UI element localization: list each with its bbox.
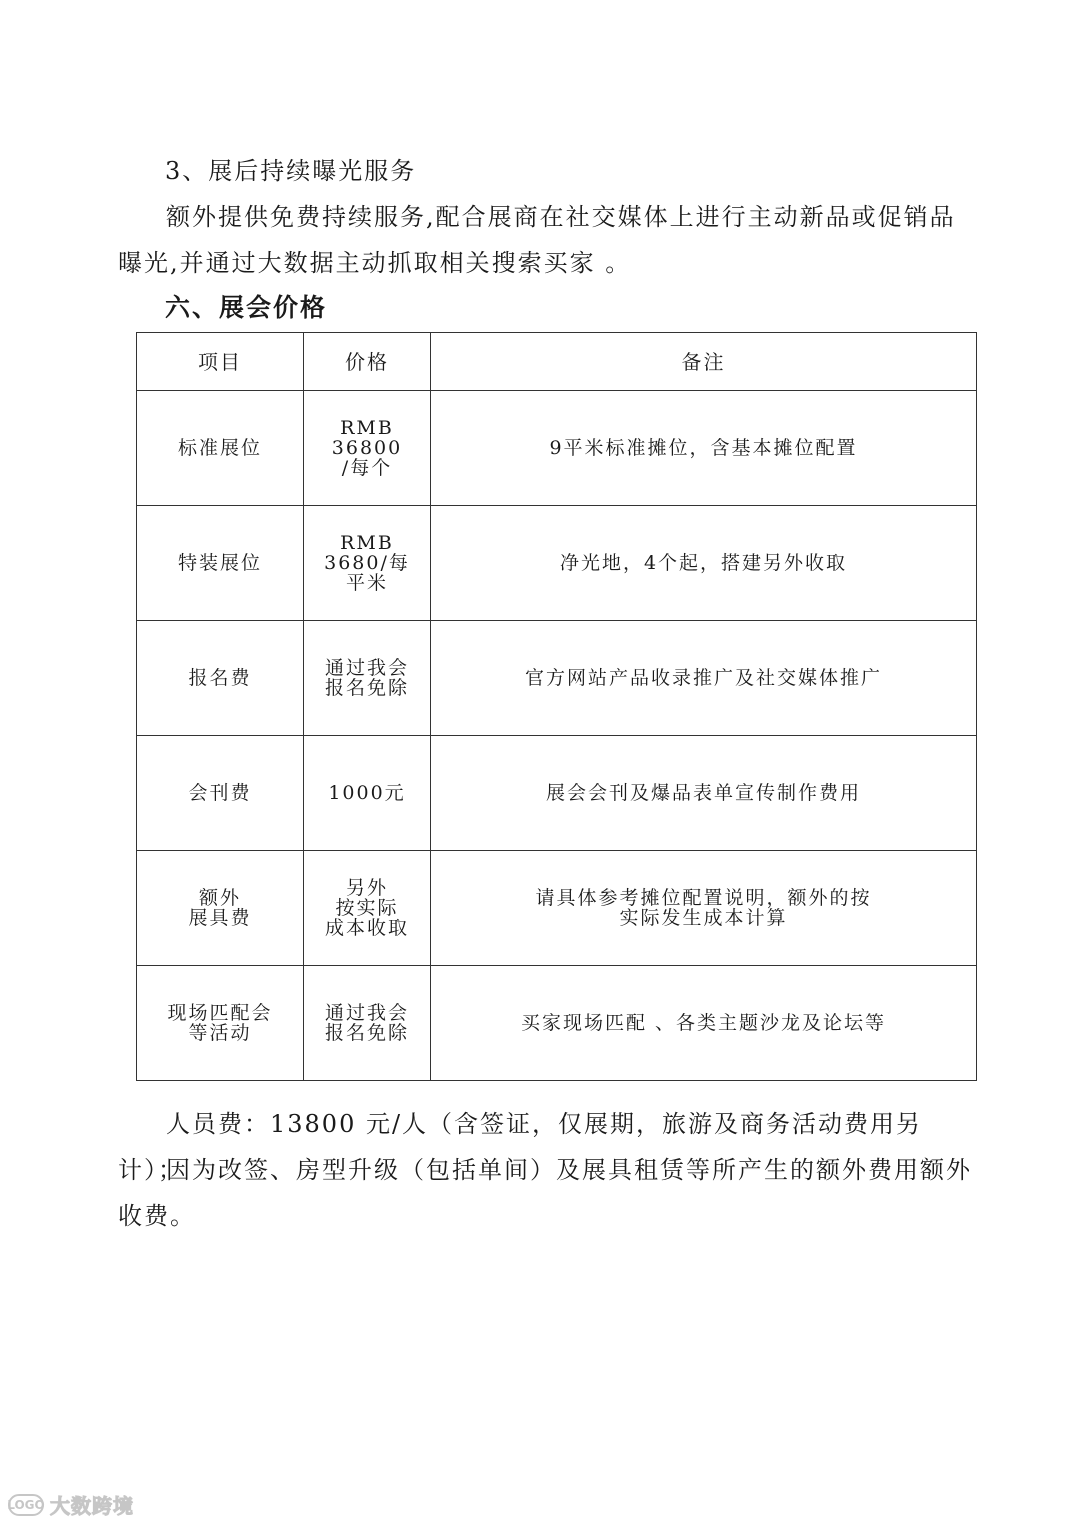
cell-item: 现场匹配会 等活动 bbox=[137, 966, 304, 1081]
section-heading: 六、展会价格 bbox=[165, 293, 328, 322]
header-note: 备注 bbox=[431, 333, 977, 391]
cell-price: 通过我会 报名免除 bbox=[304, 621, 431, 736]
cell-item: 报名费 bbox=[137, 621, 304, 736]
table-row bbox=[137, 736, 977, 851]
cell-price: RMB 36800 /每个 bbox=[304, 391, 431, 506]
watermark-logo-icon: LOGO bbox=[8, 1494, 44, 1516]
cell-item: 会刊费 bbox=[137, 736, 304, 851]
cell-item: 标准展位 bbox=[137, 391, 304, 506]
header-item: 项目 bbox=[137, 333, 304, 391]
watermark bbox=[8, 1490, 134, 1519]
price-table bbox=[136, 332, 977, 1081]
table-row bbox=[137, 621, 977, 736]
cell-price: 1000元 bbox=[304, 736, 431, 851]
cell-note: 买家现场匹配 、各类主题沙龙及论坛等 bbox=[431, 966, 977, 1081]
cell-note: 请具体参考摊位配置说明，额外的按 实际发生成本计算 bbox=[431, 851, 977, 966]
table-row bbox=[137, 391, 977, 506]
table-row bbox=[137, 506, 977, 621]
cell-item: 额外 展具费 bbox=[137, 851, 304, 966]
body-paragraph: 额外提供免费持续服务,配合展商在社交媒体上进行主动新品或促销品曝光,并通过大数据主动抓取相关搜索买家 。 bbox=[118, 203, 956, 277]
sub-heading: 3、展后持续曝光服务 bbox=[165, 157, 417, 185]
cell-price: 另外 按实际 成本收取 bbox=[304, 851, 431, 966]
cell-note: 展会会刊及爆品表单宣传制作费用 bbox=[431, 736, 977, 851]
extra-fee-note: 因为改签、房型升级（包括单间）及展具租赁等所产生的额外费用额外收费。 bbox=[118, 1156, 972, 1230]
cell-note: 净光地，4个起，搭建另外收取 bbox=[431, 506, 977, 621]
cell-note: 官方网站产品收录推广及社交媒体推广 bbox=[431, 621, 977, 736]
table-row bbox=[137, 966, 977, 1081]
table-header-row bbox=[137, 333, 977, 391]
cell-price: RMB 3680/每 平米 bbox=[304, 506, 431, 621]
table-row bbox=[137, 851, 977, 966]
cell-note: 9平米标准摊位，含基本摊位配置 bbox=[431, 391, 977, 506]
header-price: 价格 bbox=[304, 333, 431, 391]
watermark-text: 大数跨境 bbox=[50, 1494, 134, 1518]
cell-item: 特装展位 bbox=[137, 506, 304, 621]
personnel-fee: 人员费：13800 元/人（含签证，仅展期，旅游及商务活动费用另计）； bbox=[118, 1110, 923, 1184]
cell-price: 通过我会 报名免除 bbox=[304, 966, 431, 1081]
